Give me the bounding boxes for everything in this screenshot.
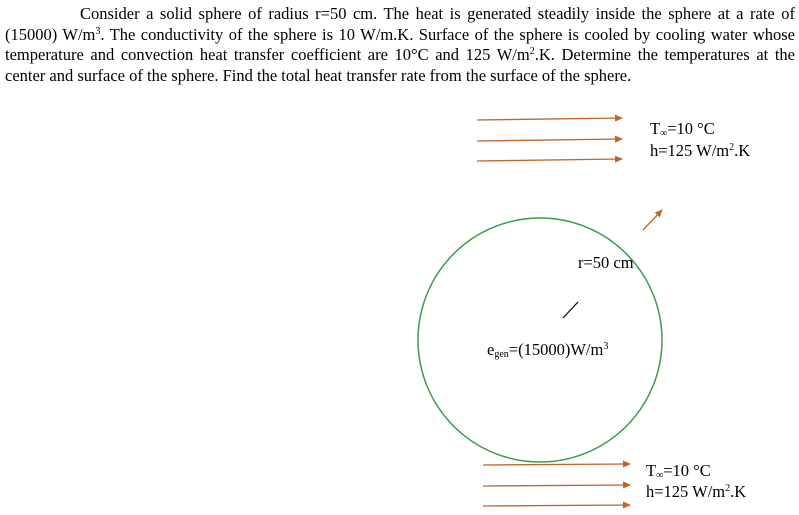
radius-line xyxy=(563,302,578,318)
problem-text-part-2: . The conductivity of the sphere is 10 W/m.K. Surface of the sphere is cooled by cooling water whose temperature and convection heat transfer coefficient are 10°C and 125 W/m xyxy=(5,24,795,64)
top-flow-arrow-1 xyxy=(477,118,622,120)
bottom-fluid-h-coefficient: h=125 $W/m^2.K$ xyxy=(646,482,747,501)
problem-superscript-2: 2 xyxy=(529,46,535,57)
problem-text-part-3: .K. Determine the temperatures at the center and surface of the sphere. Find the total heat transfer rate from the surface of the sphere. xyxy=(5,45,795,85)
bottom-flow-arrow-1 xyxy=(483,464,630,465)
problem-superscript-1: 3 xyxy=(95,25,101,37)
surface-heat-arrow xyxy=(643,210,662,230)
problem-text-part-1: Consider a solid sphere of radius r=50 cm. The heat is generated steadily inside the sphere at a rate of (15000) W/m xyxy=(5,4,795,44)
top-flow-arrows xyxy=(477,118,622,161)
top-flow-arrow-2 xyxy=(477,139,622,141)
heat-generation-label: $e_{gen}=(15000)W/m^3$ xyxy=(487,340,609,360)
bottom-flow-arrows xyxy=(483,464,630,506)
top-flow-arrow-3 xyxy=(477,159,622,161)
top-fluid-temperature: $T_\infty=10$ °C xyxy=(650,119,715,139)
bottom-fluid-temperature: $T_\infty=10$ °C xyxy=(646,461,711,481)
bottom-flow-arrow-3 xyxy=(483,505,630,506)
radius-label: r=50 cm xyxy=(578,253,634,272)
bottom-flow-arrow-2 xyxy=(483,485,630,486)
top-fluid-h-coefficient: h=125 $W/m^2.K$ xyxy=(650,141,751,160)
